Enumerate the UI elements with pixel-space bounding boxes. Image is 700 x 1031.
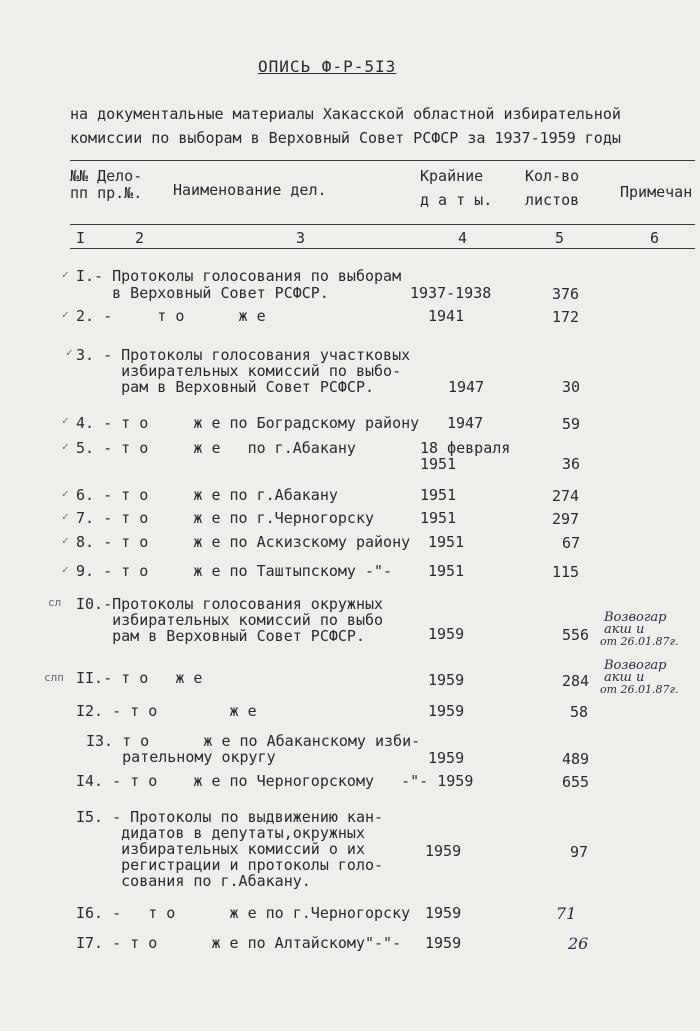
row-11-date: 1959 xyxy=(428,671,465,689)
header-col4-line1: Кол-во xyxy=(525,167,580,185)
colnum-6: 6 xyxy=(650,229,660,247)
row-5-date: 18 февраля xyxy=(420,439,511,457)
header-col1-line1: №№ Дело- xyxy=(70,167,143,185)
colnum-4: 4 xyxy=(458,229,468,247)
row-10-text-2: избирательных комиссий по выбо xyxy=(76,611,384,629)
row-4-text: 4. - т о ж е по Боградскому району xyxy=(76,414,420,432)
row-2-text: 2. - т о ж е xyxy=(76,307,266,325)
row-17-text: I7. - т о ж е по Алтайскому"-"- xyxy=(76,934,402,952)
row-3-count: 30 xyxy=(562,378,581,396)
row-4-count: 59 xyxy=(562,415,581,433)
row-6-date: 1951 xyxy=(420,486,457,504)
colnum-3: 3 xyxy=(296,229,306,247)
row-7-date: 1951 xyxy=(420,509,457,527)
row-15-count: 97 xyxy=(570,843,589,861)
row-3-text-1: 3. - Протоколы голосования участковых xyxy=(76,346,411,364)
row-8-text: 8. - т о ж е по Аскизскому району xyxy=(76,533,411,551)
row-3-text-3: рам в Верховный Совет РСФСР. xyxy=(76,378,375,396)
row-13-count: 489 xyxy=(562,750,590,768)
row-1-date: 1937-1938 xyxy=(410,284,492,302)
row-15-text-1: I5. - Протоколы по выдвижению кан- xyxy=(76,808,384,826)
subtitle-line-1: на документальные материалы Хакасской областной избирательной xyxy=(70,105,621,123)
row-3-text-2: избирательных комиссий по выбо- xyxy=(76,362,402,380)
row-8-date: 1951 xyxy=(428,533,465,551)
inventory-page: ОПИСЬ Ф-Р-5I3 на документальные материалы Хакасской областной избирательной комиссии по выборам в Верховный Совет РСФСР за 1937-1959 годы №№ Дело- пп пр.№. Наименование дел. Крайние д а т ы. Кол-во листов Примечан I 2 3 4 5 6 ✓ I.- Протоколы голосования по выборам в Верховный Совет РСФСР. 1937-1938 376 ✓ 2. - т о ж е 1941 172 ✓ 3. - Протоколы голосования участковых избирательных комиссий по выбо- рам в Верховный Совет РСФСР. 1947 30 ✓ 4. - т о ж е по Боградскому району 1947 59 ✓ 5. - т о ж е по г.Абакану 18 февраля 1951 36 ✓ 6. - т о ж е по г.Абакану 1951 274 ✓ 7. - т о ж е по г.Черногорску 1951 297 ✓ 8. - т о ж е по Аскизскому району 1951 67 ✓ 9. - т о ж е по Таштыпскому -"- 1951 115 сл I0.-Протоколы голосования окружных избирательных комиссий по выбо рам в Верховный Совет РСФСР. 1959 556 Возвогар акш и от 26.01.87г. слп II.- т о ж е 1959 284 Возвогар акш и от 26.01.87г. I2. - т о ж е 1959 58 I3. т о ж е по Абаканскому изби- рательному округу 1959 489 I4. - т о ж е по Черногорскому -"- 1959 655 I5. - Протоколы по выдвижению кан- дидатов в депутаты,окружных избирательных комиссий о их регистрации и протоколы голо- сования по г.Абакану. 1959 97 I6. - т о ж е по г.Черногорску 1959 71 I7. - т о ж е по Алтайскому"-"- 1959 26 xyxy=(0,0,700,1031)
row-11-note-2: акш и xyxy=(604,670,645,685)
header-bottom-rule xyxy=(70,248,695,249)
row-1-count: 376 xyxy=(552,285,580,303)
row-2-date: 1941 xyxy=(428,307,465,325)
row-7-count: 297 xyxy=(552,510,580,528)
header-col5: Примечан xyxy=(620,183,693,201)
colnum-2: 2 xyxy=(135,229,145,247)
row-13-date: 1959 xyxy=(428,749,465,767)
row-5-date-2: 1951 xyxy=(420,455,457,473)
header-top-rule xyxy=(70,160,695,161)
row-10-text-3: рам в Верховный Совет РСФСР. xyxy=(76,627,365,645)
row-10-note-2: акш и xyxy=(604,622,645,637)
header-col1-line2: пп пр.№. xyxy=(70,184,143,202)
colnum-5: 5 xyxy=(555,229,565,247)
row-15-text-4: регистрации и протоколы голо- xyxy=(76,856,384,874)
row-16-text: I6. - т о ж е по г.Черногорску xyxy=(76,904,411,922)
row-4-date: 1947 xyxy=(447,414,484,432)
header-col3-line2: д а т ы. xyxy=(420,191,493,209)
row-17-count: 26 xyxy=(568,934,589,953)
row-9-date: 1951 xyxy=(428,562,465,580)
row-12-date: 1959 xyxy=(428,702,465,720)
row-13-text-1: I3. т о ж е по Абаканскому изби- xyxy=(86,732,421,750)
row-13-text-2: рательному округу xyxy=(86,748,276,766)
row-10-date: 1959 xyxy=(428,625,465,643)
row-6-text: 6. - т о ж е по г.Абакану xyxy=(76,486,338,504)
header-mid-rule xyxy=(70,224,695,225)
row-11-note-1: Возвогар xyxy=(604,658,667,673)
row-16-date: 1959 xyxy=(425,904,462,922)
row-10-note-1: Возвогар xyxy=(604,610,667,625)
row-10-count: 556 xyxy=(562,626,590,644)
row-12-count: 58 xyxy=(570,703,589,721)
row-11-count: 284 xyxy=(562,672,590,690)
row-10-note-3: от 26.01.87г. xyxy=(600,635,679,648)
subtitle-line-2: комиссии по выборам в Верховный Совет РСФСР за 1937-1959 годы xyxy=(70,129,621,147)
header-col2: Наименование дел. xyxy=(173,181,327,199)
row-14-text: I4. - т о ж е по Черногорскому -"- 1959 xyxy=(76,772,474,790)
row-5-count: 36 xyxy=(562,455,581,473)
row-9-text: 9. - т о ж е по Таштыпскому -"- xyxy=(76,562,393,580)
row-14-count: 655 xyxy=(562,773,590,791)
row-1-text-2: в Верховный Совет РСФСР. xyxy=(76,284,329,302)
row-15-text-3: избирательных комиссий о их xyxy=(76,840,365,858)
row-1-text-1: I.- Протоколы голосования по выборам xyxy=(76,267,402,285)
row-7-text: 7. - т о ж е по г.Черногорску xyxy=(76,509,375,527)
row-6-count: 274 xyxy=(552,487,580,505)
row-15-text-5: сования по г.Абакану. xyxy=(76,872,311,890)
row-17-date: 1959 xyxy=(425,934,462,952)
header-col3-line1: Крайние xyxy=(420,167,484,185)
row-5-text: 5. - т о ж е по г.Абакану xyxy=(76,439,356,457)
row-11-text: II.- т о ж е xyxy=(76,669,203,687)
row-2-count: 172 xyxy=(552,308,580,326)
row-11-note-3: от 26.01.87г. xyxy=(600,683,679,696)
colnum-1: I xyxy=(76,229,86,247)
page-title: ОПИСЬ Ф-Р-5I3 xyxy=(258,57,397,76)
row-15-text-2: дидатов в депутаты,окружных xyxy=(76,824,365,842)
row-15-date: 1959 xyxy=(425,842,462,860)
row-8-count: 67 xyxy=(562,534,581,552)
header-col4-line2: листов xyxy=(525,191,580,209)
row-12-text: I2. - т о ж е xyxy=(76,702,257,720)
row-3-date: 1947 xyxy=(448,378,485,396)
row-10-text-1: I0.-Протоколы голосования окружных xyxy=(76,595,384,613)
row-16-count: 71 xyxy=(556,904,577,923)
row-9-count: 115 xyxy=(552,563,580,581)
